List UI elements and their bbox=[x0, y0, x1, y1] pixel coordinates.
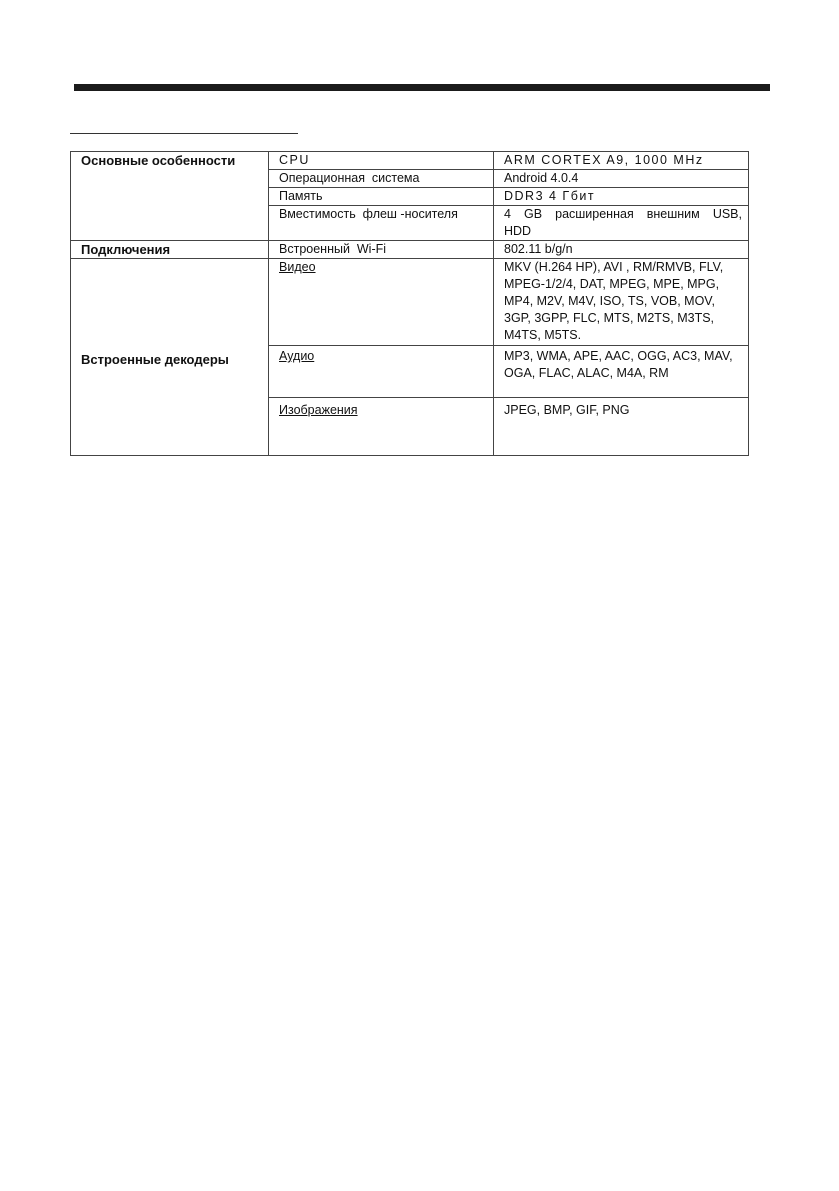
value-cell: 802.11 b/g/n bbox=[494, 241, 749, 259]
feature-cell: Операционная система bbox=[269, 170, 494, 188]
feature-cell: Память bbox=[269, 188, 494, 206]
table-row bbox=[71, 241, 749, 259]
category-cell: Встроенные декодеры bbox=[71, 259, 269, 456]
specifications-table bbox=[70, 151, 749, 456]
value-cell: ARM CORTEX A9, 1000 MHz bbox=[494, 152, 749, 170]
section-title-underline bbox=[70, 133, 298, 134]
feature-cell: Изображения bbox=[269, 398, 494, 456]
value-cell: DDR3 4 Гбит bbox=[494, 188, 749, 206]
header-rule bbox=[74, 84, 770, 91]
feature-cell: Встроенный Wi-Fi bbox=[269, 241, 494, 259]
table-row bbox=[71, 152, 749, 170]
value-cell: Android 4.0.4 bbox=[494, 170, 749, 188]
table-row bbox=[71, 259, 749, 346]
value-cell: JPEG, BMP, GIF, PNG bbox=[494, 398, 749, 456]
category-cell: Подключения bbox=[71, 241, 269, 259]
value-cell: MP3, WMA, APE, AAC, OGG, AC3, MAV, OGA, FLAC, ALAC, M4A, RM bbox=[494, 346, 749, 398]
feature-cell: Аудио bbox=[269, 346, 494, 398]
feature-cell: Вместимость флеш -носителя bbox=[269, 206, 494, 241]
feature-cell: CPU bbox=[269, 152, 494, 170]
feature-cell: Видео bbox=[269, 259, 494, 346]
value-cell: 4 GB расширенная внешним USB, HDD bbox=[494, 206, 749, 241]
value-cell: MKV (H.264 HP), AVI , RM/RMVB, FLV, MPEG-1/2/4, DAT, MPEG, MPE, MPG, MP4, M2V, M4V, ISO, TS, VOB, MOV, 3GP, 3GPP, FLC, MTS, M2TS, M3TS, M4TS, M5TS. bbox=[494, 259, 749, 346]
category-cell: Основные особенности bbox=[71, 152, 269, 241]
